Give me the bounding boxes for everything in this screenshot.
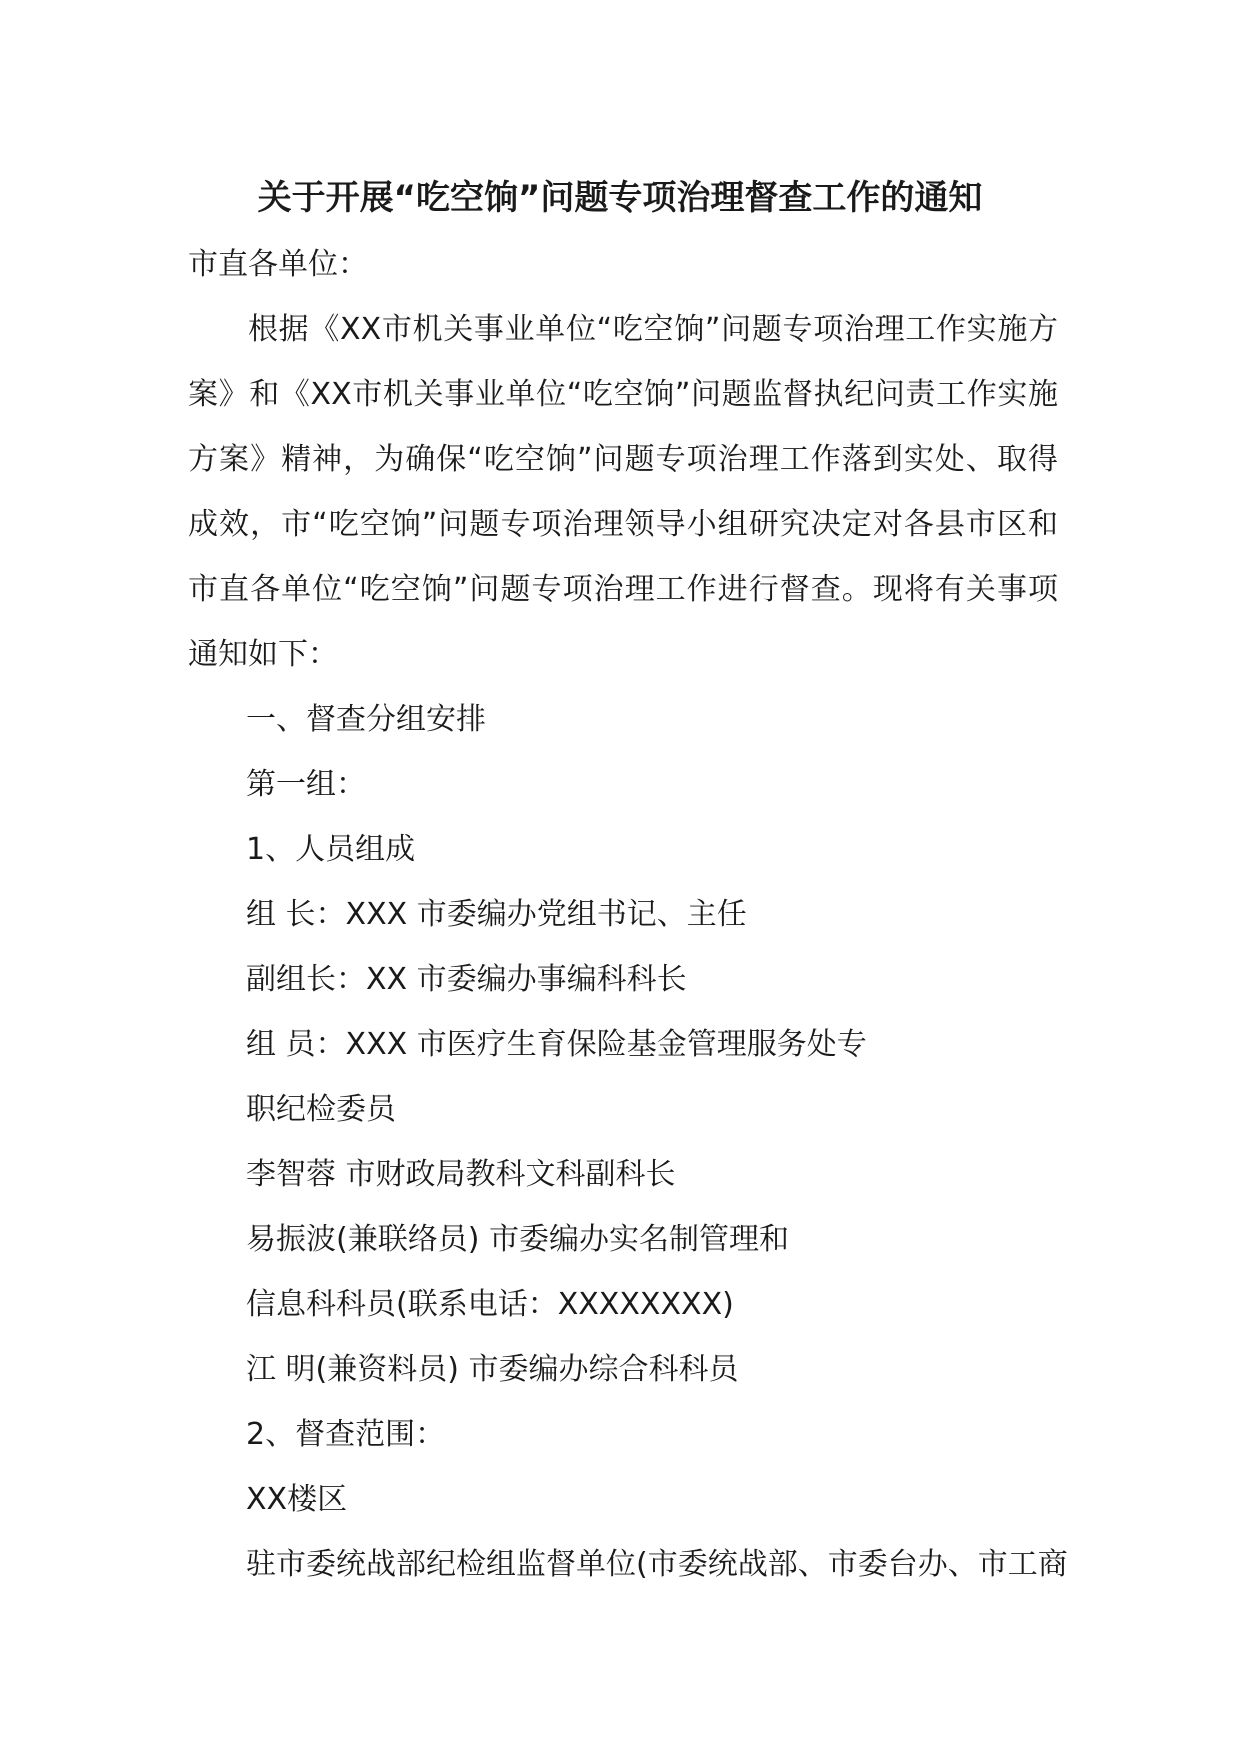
- scope-units: 驻市委统战部纪检组监督单位(市委统战部、市委台办、市工商: [246, 1547, 1068, 1582]
- document-body: [188, 232, 1068, 1597]
- member-line-leader: 组 长：XXX 市委编办党组书记、主任: [246, 897, 747, 932]
- member-line-member-cont: 职纪检委员: [246, 1092, 396, 1127]
- member-line-jiang: 江 明(兼资料员) 市委编办综合科科员: [246, 1352, 739, 1387]
- intro-paragraph: 根据《XX市机关事业单位“吃空饷”问题专项治理工作实施方案》和《XX市机关事业单位“吃空饷”问题监督执纪问责工作实施方案》精神，为确保“吃空饷”问题专项治理工作落到实处、取得成效，市“吃空饷”问题专项治理领导小组研究决定对各县市区和市直各单位“吃空饷”问题专项治理工作进行督查。现将有关事项通知如下：: [188, 312, 1058, 672]
- member-line-yi-cont: 信息科科员(联系电话：XXXXXXXX): [246, 1287, 734, 1322]
- member-line-li: 李智蓉 市财政局教科文科副科长: [246, 1157, 676, 1192]
- scope-area: XX楼区: [246, 1482, 348, 1517]
- group-one-heading: 第一组：: [246, 767, 366, 802]
- personnel-heading: 1、人员组成: [246, 832, 416, 867]
- scope-heading: 2、督查范围：: [246, 1417, 446, 1452]
- salutation: 市直各单位：: [188, 247, 368, 282]
- section-heading-arrangement: 一、督查分组安排: [246, 702, 486, 737]
- member-line-deputy: 副组长：XX 市委编办事编科科长: [246, 962, 687, 997]
- member-line-yi: 易振波(兼联络员) 市委编办实名制管理和: [246, 1222, 789, 1257]
- document-title: 关于开展“吃空饷”问题专项治理督查工作的通知: [257, 178, 983, 218]
- member-line-member: 组 员：XXX 市医疗生育保险基金管理服务处专: [246, 1027, 867, 1062]
